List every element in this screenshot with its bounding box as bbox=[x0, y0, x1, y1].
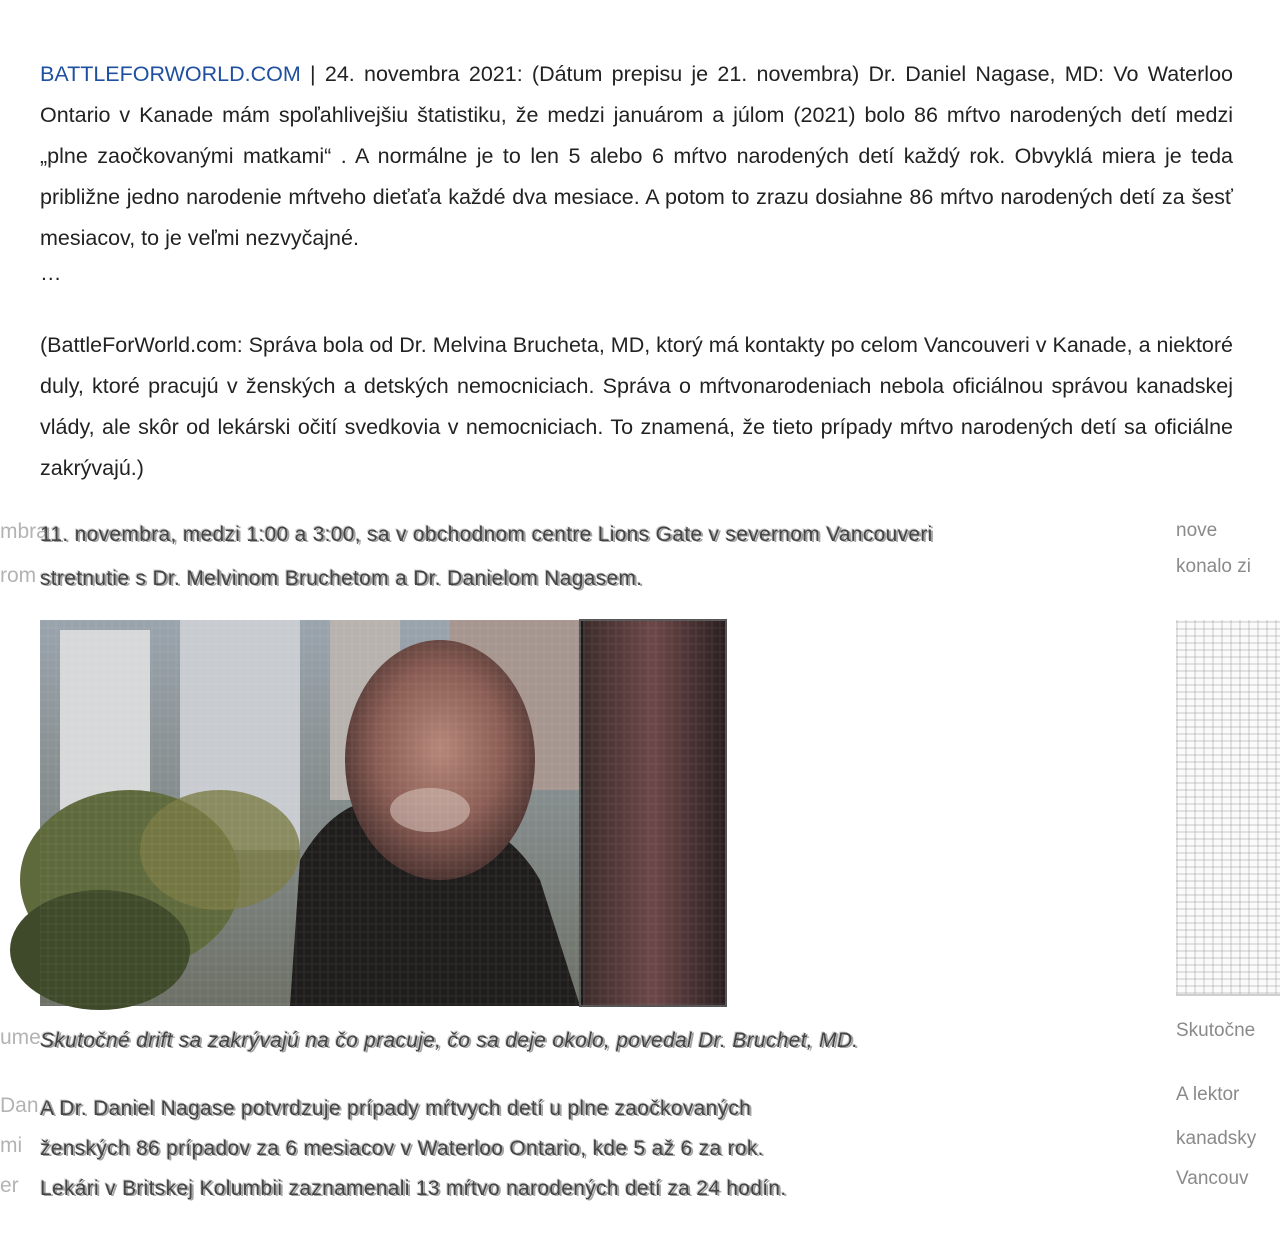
glitched-text-line-4: A Dr. Daniel Nagase potvrdzuje prípady mŕtvych detí u plne zaočkovaných bbox=[40, 1097, 752, 1120]
photo-image bbox=[40, 620, 726, 1006]
side-ghost-line-2: konalo zi bbox=[1176, 556, 1251, 577]
ghost-text-left-1: mbra bbox=[0, 520, 48, 543]
side-ghost-line-1: nove bbox=[1176, 520, 1218, 541]
ghost-text-left-4: Dan bbox=[0, 1094, 39, 1117]
paragraph-1-text: | 24. novembra 2021: (Dátum prepisu je 21. novembra) Dr. Daniel Nagase, MD: Vo Waterloo Ontario v Kanade mám spoľahlivejšiu štatistiku, že medzi januárom a júlom (2021) bolo 86 mŕtvo narodených detí medzi „plne zaočkovanými matkami“ . A normálne je to len 5 alebo 6 mŕtvo narodených detí každý rok. Obvyklá miera je teda približne jedno narodenie mŕtveho dieťaťa každé dva mesiace. A potom to zrazu dosiahne 86 mŕtvo narodených detí za šesť mesiacov, to je veľmi nezvyčajné. bbox=[40, 62, 1233, 250]
article-paragraph-2: (BattleForWorld.com: Správa bola od Dr. Melvina Brucheta, MD, ktorý má kontakty po celom Vancouveri v Kanade, a niektoré duly, ktoré pracujú v ženských a detských nemocniciach. Správa o mŕtvonarodeniach nebola oficiálnou správou kanadskej vlády, ale skôr od lekárski očití svedkovia v nemocniciach. To znamená, že tieto prípady mŕtvo narodených detí sa oficiálne zakrývajú.) bbox=[40, 333, 1233, 480]
glitched-text-line-6: Lekári v Britskej Kolumbii zaznamenali 13 mŕtvo narodených detí za 24 hodín. bbox=[40, 1177, 787, 1200]
glitched-text-line-5: ženských 86 prípadov za 6 mesiacov v Waterloo Ontario, kde 5 až 6 za rok. bbox=[40, 1137, 764, 1160]
side-ghost-line-6: Vancouv bbox=[1176, 1168, 1249, 1189]
ellipsis: … bbox=[40, 261, 62, 285]
side-ghost-line-3: Skutočne bbox=[1176, 1020, 1256, 1041]
side-ghost-image bbox=[1176, 620, 1280, 996]
source-link[interactable]: BATTLEFORWORLD.COM bbox=[40, 62, 301, 86]
article-photo bbox=[40, 620, 726, 1006]
article-paragraph-1 bbox=[40, 54, 1233, 287]
side-ghost-line-5: kanadsky bbox=[1176, 1128, 1257, 1149]
ghost-text-left-3: ume bbox=[0, 1026, 41, 1049]
side-ghost-line-4: A lektor bbox=[1176, 1084, 1240, 1105]
ghost-text-left-2: rom bbox=[0, 564, 37, 587]
glitched-text-line-2: stretnutie s Dr. Melvinom Bruchetom a Dr. Danielom Nagasem. bbox=[40, 567, 643, 590]
ghost-text-left-6: er bbox=[0, 1174, 19, 1197]
ghost-text-left-5: mi bbox=[0, 1134, 23, 1157]
photo-caption: Skutočné drift sa zakrývajú na čo pracuje, čo sa deje okolo, povedal Dr. Bruchet, MD. bbox=[40, 1029, 859, 1052]
glitched-text-line-1: 11. novembra, medzi 1:00 a 3:00, sa v obchodnom centre Lions Gate v severnom Vancouveri bbox=[40, 523, 933, 546]
